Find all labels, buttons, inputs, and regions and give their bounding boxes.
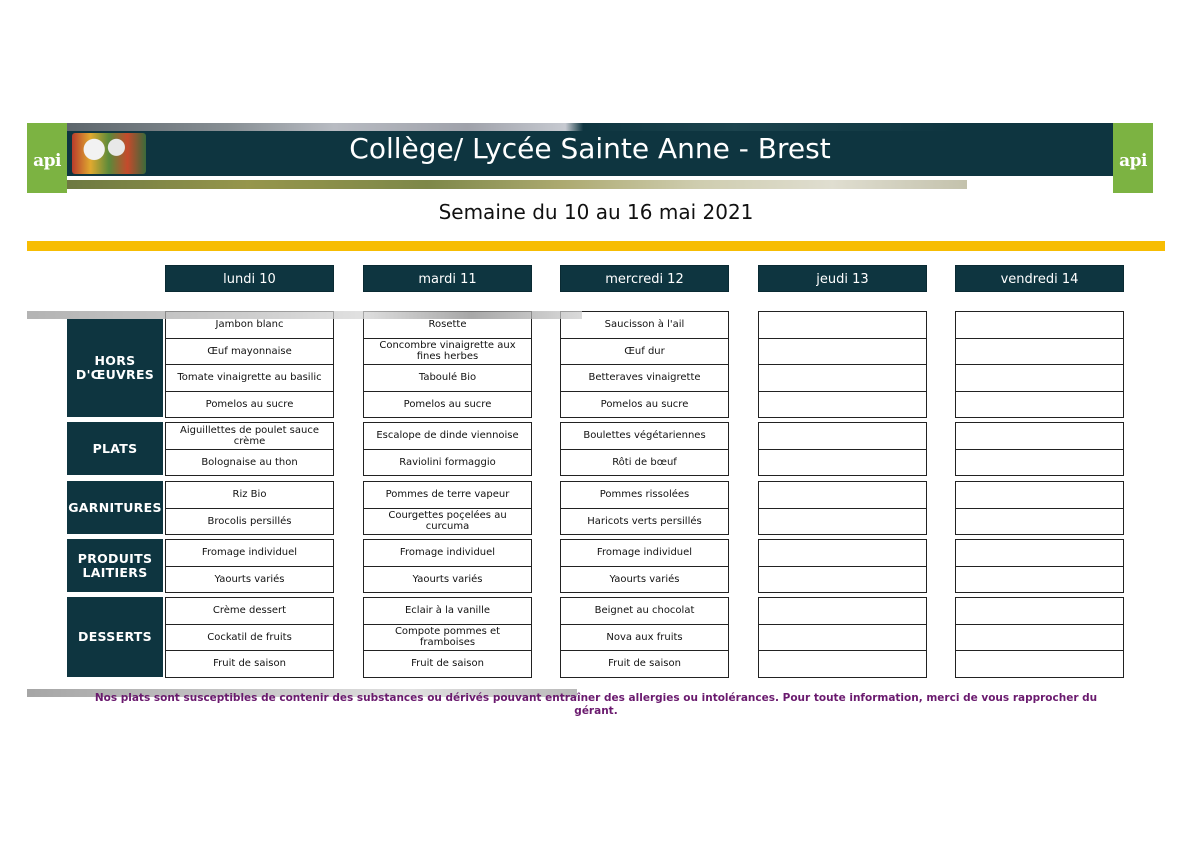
divider (27, 241, 1165, 251)
page-title: Collège/ Lycée Sainte Anne - Brest (349, 132, 831, 165)
menu-cell: Pomelos au sucre (165, 391, 334, 419)
menu-cell: Pommes de terre vapeur (363, 481, 532, 509)
day-header: jeudi 13 (758, 265, 927, 292)
api-logo-right (1113, 123, 1153, 193)
week-subtitle: Semaine du 10 au 16 mai 2021 (438, 200, 754, 224)
menu-cell: Cockatil de fruits (165, 624, 334, 652)
menu-cell: Eclair à la vanille (363, 597, 532, 625)
menu-cell (955, 311, 1124, 339)
category-label: HORS D'ŒUVRES (67, 319, 163, 417)
scan-artifact-bottom (67, 180, 967, 189)
menu-cell: Fruit de saison (560, 650, 729, 678)
menu-cell: Crème dessert (165, 597, 334, 625)
menu-cell (758, 597, 927, 625)
menu-cell: Taboulé Bio (363, 364, 532, 392)
day-header: mercredi 12 (560, 265, 729, 292)
menu-cell (758, 311, 927, 339)
menu-cell: Compote pommes et framboises (363, 624, 532, 652)
menu-cell (758, 391, 927, 419)
day-header: lundi 10 (165, 265, 334, 292)
menu-cell: Brocolis persillés (165, 508, 334, 536)
menu-cell: Escalope de dinde viennoise (363, 422, 532, 450)
scan-artifact-top (67, 123, 957, 131)
menu-cell: Rosette (363, 311, 532, 339)
menu-cell (758, 650, 927, 678)
menu-cell: Betteraves vinaigrette (560, 364, 729, 392)
menu-cell (758, 624, 927, 652)
menu-cell (955, 364, 1124, 392)
menu-cell (758, 449, 927, 477)
menu-cell: Riz Bio (165, 481, 334, 509)
menu-cell (955, 449, 1124, 477)
menu-cell (955, 422, 1124, 450)
category-label: DESSERTS (67, 597, 163, 677)
menu-cell (758, 481, 927, 509)
scan-artifact-mid (27, 311, 582, 319)
menu-cell: Fruit de saison (165, 650, 334, 678)
menu-cell: Courgettes poçelées au curcuma (363, 508, 532, 536)
menu-cell: Yaourts variés (363, 566, 532, 594)
menu-cell: Tomate vinaigrette au basilic (165, 364, 334, 392)
menu-cell: Fromage individuel (363, 539, 532, 567)
menu-cell: Nova aux fruits (560, 624, 729, 652)
menu-cell (955, 566, 1124, 594)
menu-cell: Pomelos au sucre (363, 391, 532, 419)
menu-cell (758, 566, 927, 594)
menu-cell (955, 481, 1124, 509)
menu-cell: Beignet au chocolat (560, 597, 729, 625)
allergy-notice: Nos plats sont susceptibles de contenir des substances ou dérivés pouvant entraîner des allergies ou intolérances. Pour toute information, merci de vous rapprocher du gérant. (94, 692, 1098, 717)
menu-cell: Pommes rissolées (560, 481, 729, 509)
menu-cell: Boulettes végétariennes (560, 422, 729, 450)
menu-cell: Raviolini formaggio (363, 449, 532, 477)
menu-cell: Pomelos au sucre (560, 391, 729, 419)
menu-cell (955, 624, 1124, 652)
menu-cell: Rôti de bœuf (560, 449, 729, 477)
menu-cell: Concombre vinaigrette aux fines herbes (363, 338, 532, 366)
menu-cell (955, 597, 1124, 625)
category-label: GARNITURES (67, 481, 163, 534)
menu-cell (758, 422, 927, 450)
menu-cell (758, 508, 927, 536)
logo-text: api (1119, 151, 1147, 171)
menu-cell (955, 508, 1124, 536)
menu-cell: Jambon blanc (165, 311, 334, 339)
menu-cell: Œuf mayonnaise (165, 338, 334, 366)
menu-cell: Fromage individuel (560, 539, 729, 567)
menu-cell: Haricots verts persillés (560, 508, 729, 536)
chef-illustration-icon (72, 133, 146, 174)
menu-cell (955, 650, 1124, 678)
menu-cell: Bolognaise au thon (165, 449, 334, 477)
menu-cell (955, 338, 1124, 366)
menu-cell: Aiguillettes de poulet sauce crème (165, 422, 334, 450)
logo-text: api (33, 151, 61, 171)
menu-cell (758, 539, 927, 567)
menu-cell: Yaourts variés (560, 566, 729, 594)
menu-cell: Yaourts variés (165, 566, 334, 594)
day-header: vendredi 14 (955, 265, 1124, 292)
menu-cell (955, 391, 1124, 419)
menu-cell: Œuf dur (560, 338, 729, 366)
api-logo-left (27, 123, 67, 193)
menu-cell: Fromage individuel (165, 539, 334, 567)
menu-cell (758, 338, 927, 366)
category-label: PRODUITS LAITIERS (67, 539, 163, 592)
day-header: mardi 11 (363, 265, 532, 292)
category-label: PLATS (67, 422, 163, 475)
menu-cell: Saucisson à l'ail (560, 311, 729, 339)
menu-cell (955, 539, 1124, 567)
menu-cell: Fruit de saison (363, 650, 532, 678)
menu-cell (758, 364, 927, 392)
